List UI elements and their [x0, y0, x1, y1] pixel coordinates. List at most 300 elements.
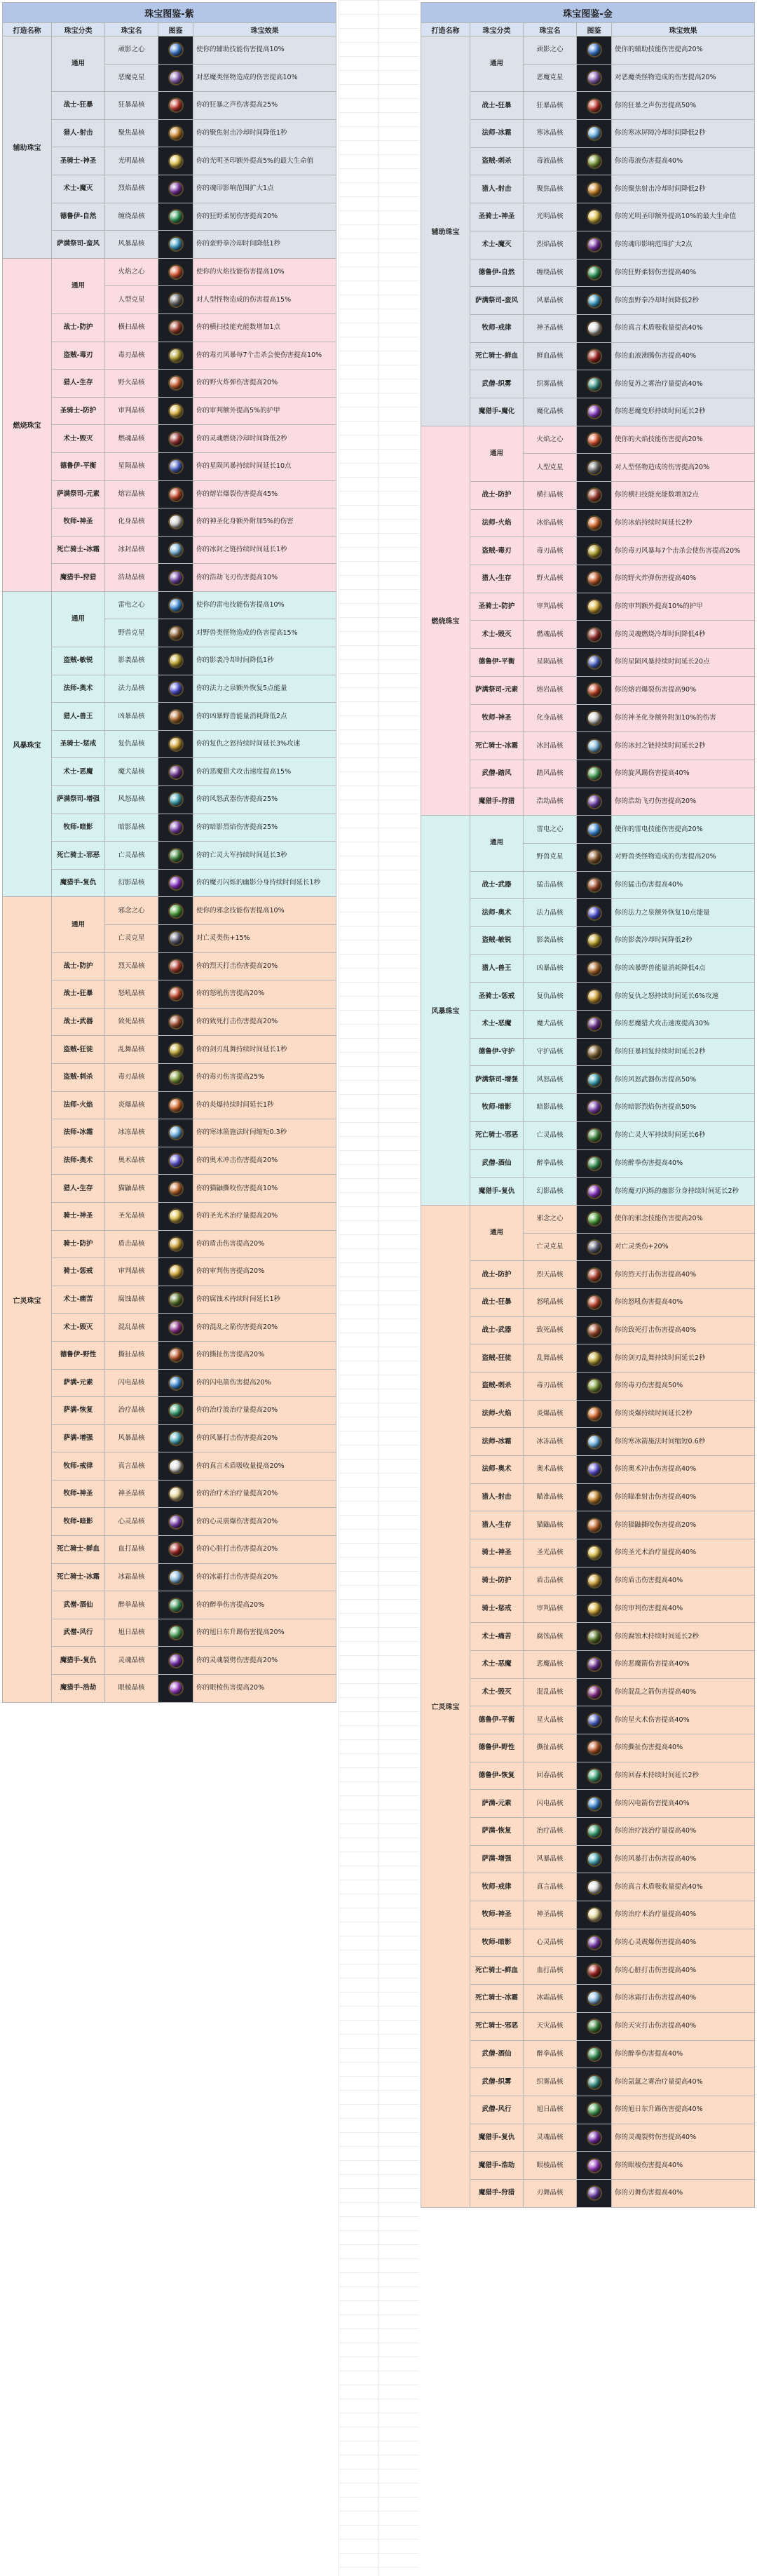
jewel-effect: 对野兽类怪物造成的伤害提高20% — [612, 843, 755, 871]
jewel-effect: 你的闪电箭伤害提高20% — [193, 1369, 336, 1397]
jewel-name: 织雾晶核 — [524, 2068, 577, 2096]
jewel-icon-cell — [577, 1038, 612, 1066]
jewel-name: 盾击晶核 — [105, 1230, 158, 1258]
jewel-icon-cell — [577, 816, 612, 844]
jewel-icon-cell — [158, 452, 193, 480]
gem-icon — [588, 295, 601, 307]
jewel-effect: 你的真言术盾吸收量提高40% — [612, 314, 755, 342]
craft-category: 辅助珠宝 — [421, 36, 470, 426]
jewel-name: 烈焰晶核 — [524, 231, 577, 259]
jewel-class: 战士-防护 — [470, 482, 524, 510]
jewel-class: 死亡骑士-冰霜 — [470, 1985, 524, 2013]
jewel-class: 战士-武器 — [470, 871, 524, 899]
jewel-class: 盗贼-狂徒 — [470, 1344, 524, 1373]
jewel-class: 德鲁伊-自然 — [52, 203, 105, 231]
gem-icon — [170, 710, 182, 723]
gem-icon — [170, 1654, 182, 1667]
jewel-icon-cell — [158, 64, 193, 92]
jewel-name: 烈焰晶核 — [105, 175, 158, 203]
jewel-effect: 你的怒吼伤害提高20% — [193, 980, 336, 1009]
jewel-icon-cell — [577, 1316, 612, 1344]
table-row — [421, 2179, 755, 2207]
table-row — [421, 1706, 755, 1734]
table-row — [3, 1619, 336, 1647]
table-row — [421, 816, 755, 844]
jewel-name: 星陨晶核 — [524, 649, 577, 677]
jewel-icon-cell — [158, 869, 193, 897]
gem-icon — [170, 1265, 182, 1278]
jewel-class: 术士-恶魔 — [470, 1011, 524, 1039]
gem-icon — [588, 1964, 601, 1977]
table-row — [421, 788, 755, 816]
jewel-icon-cell — [577, 843, 612, 871]
jewel-name: 撕扯晶核 — [105, 1341, 158, 1369]
gem-icon — [588, 433, 601, 446]
table-row — [421, 259, 755, 287]
jewel-class: 术士-魔灭 — [470, 231, 524, 259]
jewel-effect: 你的烈天打击伤害提高20% — [193, 952, 336, 980]
jewel-icon-cell — [577, 1121, 612, 1149]
jewel-name: 冰霜晶核 — [105, 1563, 158, 1591]
jewel-class: 通用 — [52, 258, 105, 313]
jewel-icon-cell — [577, 1428, 612, 1456]
jewel-name: 燃魂晶核 — [524, 621, 577, 649]
jewel-name: 邪念之心 — [105, 897, 158, 925]
table-row — [3, 1091, 336, 1119]
table-row — [421, 1094, 755, 1122]
jewel-effect: 你的天灾打击伤害提高40% — [612, 2012, 755, 2040]
jewel-name: 审判晶核 — [524, 593, 577, 621]
craft-category: 亡灵珠宝 — [421, 1205, 470, 2207]
table-row — [3, 1119, 336, 1147]
jewel-class: 德鲁伊-平衡 — [470, 1706, 524, 1734]
jewel-class: 魔猎手-浩劫 — [470, 2152, 524, 2180]
jewel-name: 顽影之心 — [524, 36, 577, 65]
gold-jewel-table — [421, 2, 755, 2208]
jewel-icon-cell — [577, 983, 612, 1011]
jewel-icon-cell — [577, 565, 612, 593]
jewel-icon-cell — [158, 1508, 193, 1536]
table-row — [3, 1258, 336, 1286]
jewel-name: 光明晶核 — [105, 147, 158, 175]
jewel-class: 骑士-惩戒 — [470, 1595, 524, 1623]
jewel-icon-cell — [577, 1205, 612, 1233]
gem-icon — [170, 488, 182, 501]
gem-icon — [170, 1460, 182, 1473]
table-row — [421, 147, 755, 175]
table-row — [421, 1400, 755, 1428]
jewel-icon-cell — [577, 120, 612, 148]
jewel-class: 武僧-织雾 — [470, 370, 524, 398]
jewel-icon-cell — [577, 426, 612, 454]
jewel-effect: 你的醉拳伤害提高20% — [193, 1591, 336, 1619]
jewel-effect: 你的毒液伤害提高40% — [612, 147, 755, 175]
jewel-name: 怒吼晶核 — [524, 1288, 577, 1316]
gem-icon — [588, 1408, 601, 1420]
table-row — [3, 231, 336, 259]
table-row — [421, 1567, 755, 1595]
jewel-icon-cell — [158, 1369, 193, 1397]
jewel-effect: 你的奥术冲击伤害提高20% — [193, 1147, 336, 1175]
table-row — [421, 1178, 755, 1206]
gem-icon — [170, 238, 182, 250]
table-row — [3, 342, 336, 370]
jewel-name: 魔化晶核 — [524, 398, 577, 426]
jewel-effect: 你的醉拳伤害提高40% — [612, 2040, 755, 2068]
jewel-name: 暗影晶核 — [105, 814, 158, 842]
jewel-class: 术士-痛苦 — [470, 1623, 524, 1651]
jewel-icon-cell — [577, 1762, 612, 1790]
gem-icon — [170, 544, 182, 556]
jewel-class: 术士-毁灭 — [470, 621, 524, 649]
jewel-class: 骑士-惩戒 — [52, 1258, 105, 1286]
jewel-icon-cell — [158, 1675, 193, 1703]
gem-icon — [588, 267, 601, 279]
jewel-icon-cell — [158, 703, 193, 731]
jewel-icon-cell — [158, 1452, 193, 1481]
table-row — [421, 593, 755, 621]
jewel-icon-cell — [577, 1539, 612, 1567]
jewel-effect: 你的暗影烈焰伤害提高50% — [612, 1094, 755, 1122]
table-row — [421, 1957, 755, 1985]
jewel-icon-cell — [577, 2096, 612, 2124]
jewel-name: 狂暴晶核 — [105, 92, 158, 120]
jewel-effect: 你的冰封之链持续时间延长2秒 — [612, 732, 755, 760]
table-row — [3, 1008, 336, 1036]
gem-icon — [588, 1101, 601, 1114]
jewel-icon-cell — [158, 1563, 193, 1591]
jewel-name: 圣光晶核 — [524, 1539, 577, 1567]
table-row — [3, 869, 336, 897]
jewel-class: 术士-痛苦 — [52, 1286, 105, 1314]
jewel-name: 神圣晶核 — [524, 1901, 577, 1929]
gem-icon — [170, 405, 182, 417]
jewel-class: 通用 — [470, 36, 524, 92]
jewel-name: 乱舞晶核 — [105, 1036, 158, 1064]
jewel-class: 战士-狂暴 — [470, 92, 524, 120]
jewel-icon-cell — [158, 758, 193, 786]
gem-icon — [170, 1404, 182, 1417]
jewel-name: 人型克星 — [105, 286, 158, 314]
jewel-effect: 你的猫鼬撕咬伤害提高20% — [612, 1511, 755, 1539]
gem-icon — [170, 1071, 182, 1084]
table-row — [421, 565, 755, 593]
jewel-effect: 你的魔刃闪烁的幽影分身持续时间延长1秒 — [193, 869, 336, 897]
table-row — [421, 1288, 755, 1316]
jewel-icon-cell — [577, 1373, 612, 1401]
jewel-effect: 你的心灵震爆伤害提高40% — [612, 1929, 755, 1957]
jewel-icon-cell — [158, 1175, 193, 1203]
jewel-name: 星陨晶核 — [105, 452, 158, 480]
jewel-name: 熔岩晶核 — [105, 480, 158, 508]
jewel-icon-cell — [158, 536, 193, 564]
jewel-icon-cell — [158, 92, 193, 120]
jewel-name: 凶暴晶核 — [105, 703, 158, 731]
jewel-icon-cell — [158, 147, 193, 175]
gem-icon — [588, 851, 601, 863]
gem-icon — [588, 545, 601, 558]
jewel-name: 横扫晶核 — [524, 482, 577, 510]
jewel-icon-cell — [577, 2124, 612, 2152]
gem-icon — [588, 155, 601, 168]
jewel-name: 天灾晶核 — [524, 2012, 577, 2040]
jewel-class: 法师-奥术 — [470, 899, 524, 927]
table-row — [421, 1929, 755, 1957]
jewel-class: 死亡骑士-鲜血 — [470, 1957, 524, 1985]
jewel-icon-cell — [158, 591, 193, 619]
jewel-class: 圣骑士-防护 — [52, 397, 105, 425]
jewel-effect: 你的撕扯伤害提高40% — [612, 1734, 755, 1762]
jewel-icon-cell — [158, 1119, 193, 1147]
jewel-effect: 对人型怪物造成的伤害提高20% — [612, 454, 755, 482]
jewel-class: 武僧-风行 — [52, 1619, 105, 1647]
jewel-effect: 使你的火焰技能伤害提高10% — [193, 258, 336, 286]
jewel-effect: 你的致死打击伤害提高20% — [193, 1008, 336, 1036]
jewel-icon-cell — [577, 871, 612, 899]
gem-icon — [170, 849, 182, 862]
jewel-effect: 你的冰焰持续时间延长2秒 — [612, 509, 755, 537]
table-row — [3, 842, 336, 870]
table-row — [421, 203, 755, 231]
jewel-icon-cell — [577, 1066, 612, 1094]
jewel-effect: 你的瞄准射击伤害提高40% — [612, 1483, 755, 1511]
table-row — [421, 2068, 755, 2096]
jewel-class: 牧师-暗影 — [52, 1508, 105, 1536]
jewel-class: 盗贼-敏锐 — [52, 647, 105, 675]
jewel-effect: 你的亡灵大军持续时间延长6秒 — [612, 1121, 755, 1149]
jewel-class: 法师-冰霜 — [52, 1119, 105, 1147]
gem-icon — [588, 1658, 601, 1671]
jewel-class: 战士-防护 — [52, 313, 105, 342]
table-row — [3, 1286, 336, 1314]
jewel-name: 旭日晶核 — [524, 2096, 577, 2124]
table-row — [3, 1452, 336, 1481]
table-row — [421, 426, 755, 454]
table-row — [421, 1650, 755, 1678]
table-row — [421, 482, 755, 510]
jewel-name: 混乱晶核 — [524, 1678, 577, 1706]
sheet-grid-background — [339, 0, 418, 2576]
table-row — [3, 452, 336, 480]
jewel-icon-cell — [577, 1957, 612, 1985]
jewel-name: 毒刃晶核 — [105, 342, 158, 370]
jewel-name: 致死晶核 — [524, 1316, 577, 1344]
table-row — [3, 119, 336, 147]
jewel-class: 死亡骑士-冰霜 — [470, 732, 524, 760]
jewel-icon-cell — [158, 1286, 193, 1314]
jewel-icon-cell — [158, 980, 193, 1009]
jewel-icon-cell — [158, 1480, 193, 1508]
gem-icon — [588, 1352, 601, 1365]
jewel-effect: 你的恶魔猎犬攻击速度提高15% — [193, 758, 336, 786]
jewel-effect: 你的审判额外提高10%的护甲 — [612, 593, 755, 621]
table-row — [421, 1428, 755, 1456]
jewel-class: 魔猎手-狩猎 — [52, 564, 105, 592]
jewel-class: 德鲁伊-自然 — [470, 259, 524, 287]
jewel-class: 萨满-元素 — [52, 1369, 105, 1397]
gem-icon — [588, 43, 601, 56]
table-row — [3, 1536, 336, 1564]
jewel-class: 术士-魔灭 — [52, 175, 105, 203]
jewel-icon-cell — [577, 231, 612, 259]
jewel-icon-cell — [158, 36, 193, 65]
jewel-name: 冰焰晶核 — [524, 509, 577, 537]
table-row — [421, 1205, 755, 1233]
jewel-name: 腐蚀晶核 — [105, 1286, 158, 1314]
jewel-name: 心灵晶核 — [524, 1929, 577, 1957]
jewel-icon-cell — [158, 370, 193, 398]
jewel-name: 神圣晶核 — [524, 314, 577, 342]
table-row — [421, 704, 755, 732]
gem-icon — [170, 1626, 182, 1639]
gem-icon — [588, 1018, 601, 1030]
table-row — [421, 2152, 755, 2180]
jewel-class: 通用 — [52, 897, 105, 952]
jewel-icon-cell — [158, 231, 193, 259]
jewel-effect: 你的治疗术治疗量提高40% — [612, 1901, 755, 1929]
jewel-icon-cell — [158, 480, 193, 508]
jewel-icon-cell — [577, 2152, 612, 2180]
table-row — [421, 398, 755, 426]
jewel-icon-cell — [577, 1400, 612, 1428]
table-row — [3, 952, 336, 980]
jewel-effect: 你的熔岩爆裂伤害提高45% — [193, 480, 336, 508]
jewel-icon-cell — [577, 1734, 612, 1762]
jewel-class: 猎人-射击 — [470, 1483, 524, 1511]
table-row — [3, 1202, 336, 1230]
table-row — [421, 1818, 755, 1846]
jewel-class: 武僧-织雾 — [470, 2068, 524, 2096]
table-row — [421, 2040, 755, 2068]
jewel-name: 醉拳晶核 — [524, 2040, 577, 2068]
gem-icon — [170, 155, 182, 168]
header-cat: 打造名称 — [421, 23, 470, 36]
gem-icon — [170, 766, 182, 778]
jewel-class: 牧师-神圣 — [470, 704, 524, 732]
gem-icon — [588, 489, 601, 501]
table-row — [421, 287, 755, 315]
gem-icon — [588, 1798, 601, 1810]
jewel-class: 猎人-生存 — [52, 1175, 105, 1203]
jewel-effect: 你的冰封之链持续时间延长1秒 — [193, 536, 336, 564]
jewel-icon-cell — [158, 786, 193, 814]
jewel-effect: 你的聚焦射击冷却时间降低1秒 — [193, 119, 336, 147]
jewel-class: 萨满祭司-增强 — [470, 1066, 524, 1094]
jewel-name: 真言晶核 — [105, 1452, 158, 1481]
jewel-class: 法师-火焰 — [470, 509, 524, 537]
jewel-effect: 你的暗影烈焰伤害提高25% — [193, 814, 336, 842]
table-row — [3, 703, 336, 731]
gem-icon — [588, 1603, 601, 1615]
gem-icon — [170, 1543, 182, 1556]
table-row — [421, 1456, 755, 1484]
jewel-effect: 你的猛击伤害提高40% — [612, 871, 755, 899]
jewel-name: 猫鼬晶核 — [105, 1175, 158, 1203]
jewel-effect: 你的恶魔猎犬攻击速度提高30% — [612, 1011, 755, 1039]
jewel-name: 闪电晶核 — [105, 1369, 158, 1397]
jewel-class: 魔猎手-狩猎 — [470, 2179, 524, 2207]
jewel-effect: 你的风怒武器伤害提高25% — [193, 786, 336, 814]
jewel-effect: 你的圣光术治疗量提高40% — [612, 1539, 755, 1567]
table-row — [3, 758, 336, 786]
jewel-class: 猎人-生存 — [52, 370, 105, 398]
jewel-class: 萨满祭司-蛮风 — [52, 231, 105, 259]
jewel-effect: 你的野火炸弹伤害提高40% — [612, 565, 755, 593]
jewel-name: 冰封晶核 — [105, 536, 158, 564]
gem-icon — [170, 321, 182, 334]
jewel-class: 萨满祭司-元素 — [52, 480, 105, 508]
jewel-name: 致死晶核 — [105, 1008, 158, 1036]
jewel-name: 审判晶核 — [105, 1258, 158, 1286]
jewel-class: 萨满-恢复 — [52, 1397, 105, 1425]
table-row — [421, 314, 755, 342]
jewel-effect: 你的寒冰屏障冷却时间降低2秒 — [612, 120, 755, 148]
gem-icon — [588, 1213, 601, 1225]
gem-icon — [588, 1519, 601, 1532]
jewel-name: 聚焦晶核 — [105, 119, 158, 147]
jewel-icon-cell — [577, 1595, 612, 1623]
jewel-effect: 你的蛮野拳冷却时间降低2秒 — [612, 287, 755, 315]
jewel-effect: 你的刃舞伤害提高40% — [612, 2179, 755, 2207]
jewel-name: 魔犬晶核 — [105, 758, 158, 786]
jewel-effect: 你的凶暴野兽能量消耗降低2点 — [193, 703, 336, 731]
table-row — [421, 955, 755, 983]
jewel-icon-cell — [158, 425, 193, 453]
gem-icon — [588, 1741, 601, 1754]
jewel-name: 亡灵晶核 — [524, 1121, 577, 1149]
jewel-name: 光明晶核 — [524, 203, 577, 231]
gem-icon — [588, 1686, 601, 1699]
gem-icon — [170, 182, 182, 195]
gem-icon — [170, 99, 182, 112]
jewel-icon-cell — [577, 621, 612, 649]
jewel-effect: 你的狂野柔韧伤害提高40% — [612, 259, 755, 287]
jewel-name: 人型克星 — [524, 454, 577, 482]
jewel-icon-cell — [577, 64, 612, 92]
jewel-name: 暗影晶核 — [524, 1094, 577, 1122]
jewel-icon-cell — [577, 955, 612, 983]
table-title: 珠宝图鉴-金 — [421, 3, 755, 23]
jewel-effect: 使你的辅助技能伤害提高20% — [612, 36, 755, 65]
jewel-name: 魔犬晶核 — [524, 1011, 577, 1039]
gem-icon — [588, 684, 601, 696]
table-row — [3, 980, 336, 1009]
jewel-icon-cell — [577, 147, 612, 175]
jewel-effect: 你的寒冰箭施法时间缩短0.3秒 — [193, 1119, 336, 1147]
jewel-name: 狂暴晶核 — [524, 92, 577, 120]
jewel-class: 萨满-增强 — [52, 1424, 105, 1452]
gem-icon — [170, 1238, 182, 1250]
jewel-class: 术士-毁灭 — [52, 425, 105, 453]
jewel-class: 魔猎手-狩猎 — [470, 788, 524, 816]
table-row — [3, 36, 336, 65]
table-row — [421, 927, 755, 955]
jewel-icon-cell — [158, 1424, 193, 1452]
jewel-class: 骑士-神圣 — [52, 1202, 105, 1230]
jewel-name: 星火晶核 — [524, 1706, 577, 1734]
header-cat: 打造名称 — [3, 23, 52, 36]
jewel-name: 法力晶核 — [524, 899, 577, 927]
jewel-name: 横扫晶核 — [105, 313, 158, 342]
gem-icon — [588, 1436, 601, 1448]
table-row — [421, 649, 755, 677]
gem-icon — [588, 600, 601, 613]
jewel-class: 魔猎手-复仇 — [470, 1178, 524, 1206]
gem-icon — [170, 43, 182, 56]
table-row — [421, 676, 755, 704]
jewel-name: 雷电之心 — [105, 591, 158, 619]
table-row — [421, 1539, 755, 1567]
